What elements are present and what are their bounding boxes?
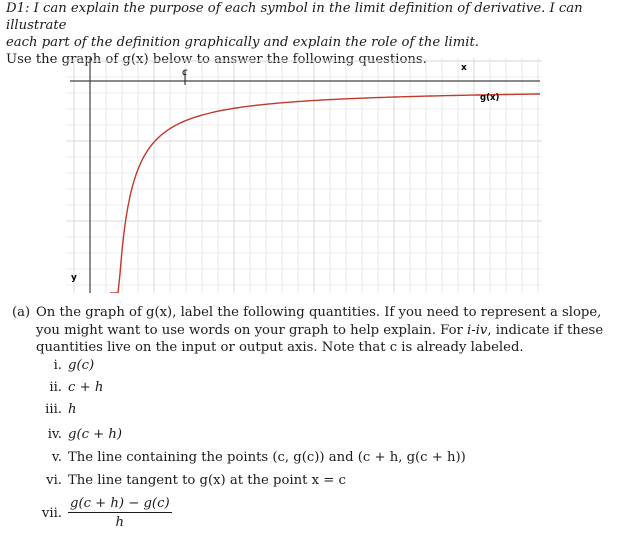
item-iii: iii. h xyxy=(45,402,77,417)
item-v: v. The line containing the points (c, g(c)) and (c + h, g(c + h)) xyxy=(51,450,466,465)
g-curve xyxy=(110,94,540,293)
item-vii: vii. $\frac{g(c + h) - g(c)}{h}$ xyxy=(41,496,170,530)
objective-line-1: D1: I can explain the purpose of each symbol in the limit definition of derivative. I can illustrate xyxy=(6,1,583,33)
question-text: On the graph of g(x), label the following quantities. If you need to represent a slope, you might want to use words on your graph to help explain. For i-iv, indicate if these quantities live on the input or output axis. Note that c is already labeled. xyxy=(36,305,604,355)
item-iv: iv. g(c + h) xyxy=(47,427,123,442)
instruction-line: Use the graph of g(x) below to answer the following questions. xyxy=(6,52,427,67)
grid-lines xyxy=(66,58,542,293)
graph xyxy=(66,58,542,293)
question-a xyxy=(12,304,612,357)
question-label: (a) xyxy=(12,305,31,320)
gx-label: g(x) xyxy=(480,93,500,103)
item-vi: vi. The line tangent to g(x) at the point x = c xyxy=(46,473,346,488)
c-label: c xyxy=(182,67,188,78)
x-axis-label: x xyxy=(461,63,467,73)
y-axis-label: y xyxy=(71,273,77,283)
difference-quotient: $\frac{g(c + h) - g(c)}{h}$ xyxy=(70,496,170,530)
objective-line-2: each part of the definition graphically and explain the role of the limit. xyxy=(6,35,479,50)
item-i: i. g(c) xyxy=(53,358,95,373)
item-ii: ii. c + h xyxy=(49,380,104,395)
graph-canvas xyxy=(66,58,542,293)
